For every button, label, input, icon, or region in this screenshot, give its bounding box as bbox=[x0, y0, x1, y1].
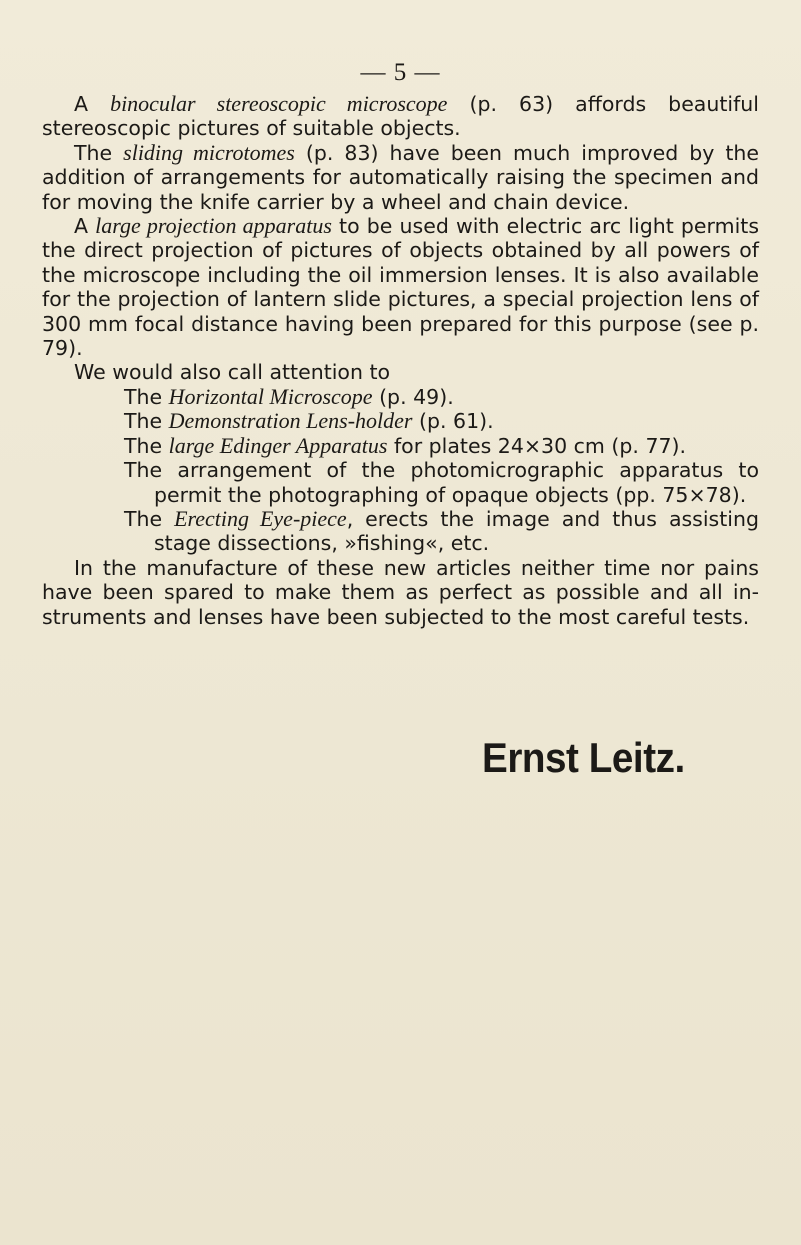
document-body bbox=[42, 92, 759, 629]
text-run: (p. 63) affords beautiful stereoscopic pictures of suitable objects. bbox=[42, 92, 759, 141]
text-run: The bbox=[74, 140, 124, 165]
italic-term: Erecting Eye-piece bbox=[174, 505, 347, 531]
italic-term: Horizontal Microscope bbox=[168, 383, 373, 409]
italic-term: sliding microtomes bbox=[123, 139, 295, 165]
text-run: to be used with electric arc light permits the direct projection of pictures of objects obtained by all powers of the microscope including the oil immersion lenses. It is also available for the projection of lantern slide pictures, a special projection lens of 300 mm focal distance having been prepared for this purpose (see p. 79). bbox=[42, 214, 760, 361]
italic-term: large projection apparatus bbox=[95, 213, 332, 239]
paragraph bbox=[42, 360, 759, 384]
paragraph bbox=[42, 141, 759, 214]
signature: Ernst Leitz. bbox=[482, 734, 685, 781]
text-run: for plates 24×30 cm (p. 77). bbox=[387, 433, 687, 458]
page-number: — 5 — bbox=[360, 59, 441, 86]
text-run: (p. 49). bbox=[372, 384, 454, 409]
text-run: The bbox=[124, 433, 169, 458]
list-item bbox=[124, 383, 759, 409]
text-run: The bbox=[124, 384, 169, 409]
text-run: (p. 61). bbox=[412, 409, 494, 434]
text-run: The bbox=[124, 506, 175, 531]
italic-term: binocular stereoscopic microscope bbox=[110, 91, 448, 116]
paragraph bbox=[42, 214, 759, 360]
text-run: In the manufacture of these new articles neither time nor pains have been spared to make them as perfect as possible and all instruments and lenses have been subjected to the most careful tests. bbox=[42, 555, 759, 629]
text-run: A bbox=[74, 214, 96, 239]
text-run: , erects the image and thus assisting stage dissections, »fishing«, etc. bbox=[154, 506, 759, 556]
text-run: The bbox=[124, 409, 169, 434]
italic-term: large Edinger Apparatus bbox=[168, 432, 388, 458]
list-item bbox=[124, 408, 759, 434]
list-item bbox=[124, 432, 759, 458]
list-item bbox=[124, 505, 759, 556]
list-item bbox=[124, 458, 759, 507]
italic-term: Demonstration Lens-holder bbox=[168, 408, 413, 434]
paragraph bbox=[42, 556, 759, 629]
text-run: (p. 83) have been much improved by the addition of arrangements for automatically raising the specimen and for moving the knife carrier by a wheel and chain device. bbox=[42, 140, 760, 214]
text-run: We would also call attention to bbox=[74, 360, 391, 385]
text-run: A bbox=[74, 92, 111, 116]
paragraph bbox=[42, 92, 759, 141]
text-run: The arrangement of the photomicrographic apparatus to permit the photographing of opaque objects (pp. 75×78). bbox=[124, 458, 759, 507]
